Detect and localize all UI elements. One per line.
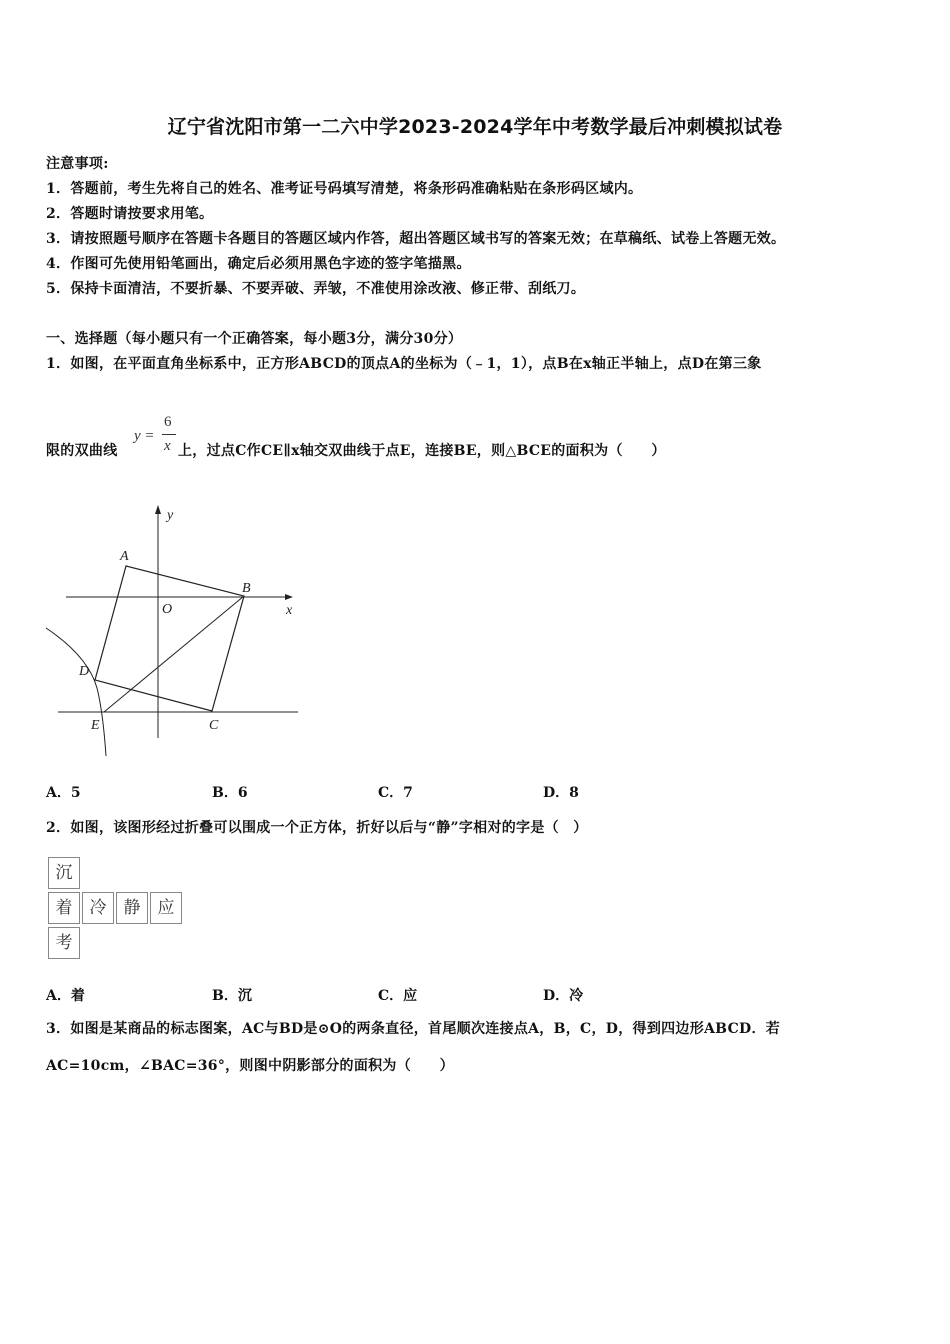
notice-item-1: 1．答题前，考生先将自己的姓名、准考证号码填写清楚，将条形码准确粘贴在条形码区域内。 [46, 181, 643, 197]
notice-item-2: 2．答题时请按要求用笔。 [46, 206, 214, 222]
net-cell: 冷 [82, 892, 114, 924]
q1-option-d[interactable]: D．8 [543, 785, 579, 801]
y-axis-arrow-icon [155, 505, 161, 514]
label-d: D [79, 664, 90, 679]
x-axis-arrow-icon [285, 594, 293, 600]
q1-option-b[interactable]: B．6 [212, 785, 248, 801]
q1-formula-numerator: 6 [164, 414, 172, 430]
label-a: A [120, 549, 129, 564]
q1-formula-denominator: x [164, 438, 171, 454]
label-b: B [242, 581, 251, 596]
notice-item-3: 3．请按照题号顺序在答题卡各题目的答题区域内作答，超出答题区域书写的答案无效；在草稿纸、试卷上答题无效。 [46, 231, 786, 247]
q3-line1: 3．如图是某商品的标志图案，AC与BD是⊙O的两条直径，首尾顺次连接点A，B，C，D，得到四边形ABCD．若 [46, 1021, 781, 1037]
page-title: 辽宁省沈阳市第一二六中学2023-2024学年中考数学最后冲刺模拟试卷 [167, 116, 783, 138]
net-cell: 应 [150, 892, 182, 924]
q2-option-b[interactable]: B．沉 [212, 988, 252, 1004]
q2-option-c[interactable]: C．应 [378, 988, 418, 1004]
notice-item-5: 5．保持卡面清洁，不要折暴、不要弄破、弄皱，不准使用涂改液、修正带、刮纸刀。 [46, 281, 586, 297]
net-cell: 着 [48, 892, 80, 924]
label-e: E [91, 718, 100, 733]
label-x: x [286, 603, 293, 618]
segment-be [104, 596, 244, 712]
q1-line2-post: 上，过点C作CE∥x轴交双曲线于点E，连接BE，则△BCE的面积为（ ） [178, 443, 666, 459]
label-c: C [209, 718, 219, 733]
q1-formula-y: y = [134, 428, 155, 444]
q2-option-a[interactable]: A．着 [46, 988, 85, 1004]
label-o: O [162, 602, 173, 617]
net-cell: 沉 [48, 857, 80, 889]
net-cell: 考 [48, 927, 80, 959]
q2-text: 2．如图，该图形经过折叠可以围成一个正方体，折好以后与“静”字相对的字是（ ） [46, 820, 588, 836]
hyperbola-branch [46, 628, 106, 756]
q1-option-a[interactable]: A．5 [46, 785, 81, 801]
label-y: y [167, 508, 174, 523]
q1-option-c[interactable]: C．7 [378, 785, 413, 801]
notice-item-4: 4．作图可先使用铅笔画出，确定后必须用黑色字迹的签字笔描黑。 [46, 256, 471, 272]
square-abcd [95, 566, 244, 711]
q2-option-d[interactable]: D．冷 [543, 988, 584, 1004]
q2-cube-net [48, 857, 183, 961]
section-heading: 一、选择题（每小题只有一个正确答案，每小题3分，满分30分） [46, 331, 463, 347]
fraction-bar [162, 434, 176, 435]
q1-line1: 1．如图，在平面直角坐标系中，正方形ABCD的顶点A的坐标为（﹣1，1），点B在x轴正半轴上，点D在第三象 [46, 356, 762, 372]
notice-heading: 注意事项: [46, 156, 109, 172]
q1-figure [40, 498, 310, 760]
q1-line2-pre: 限的双曲线 [46, 443, 118, 459]
net-cell: 静 [116, 892, 148, 924]
q3-line2: AC=10cm，∠BAC=36°，则图中阴影部分的面积为（ ） [46, 1058, 454, 1074]
